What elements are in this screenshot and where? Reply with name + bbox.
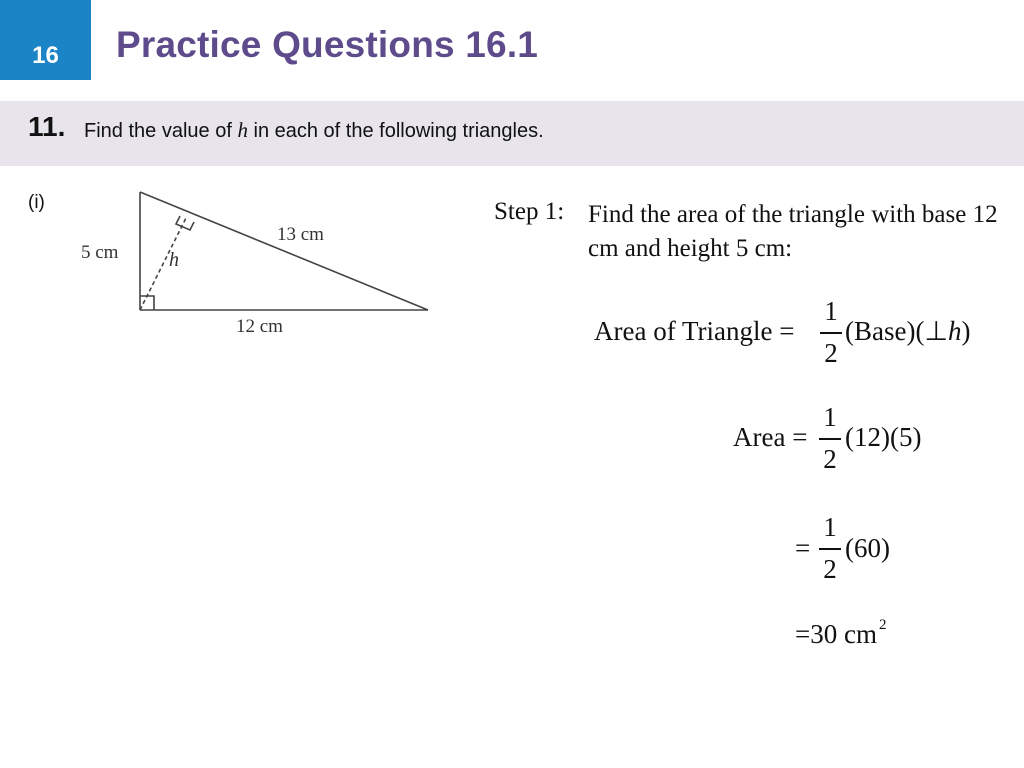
altitude-line <box>140 218 186 310</box>
right-angle-marker-base <box>140 296 154 310</box>
line1-rhs-b: ) <box>961 316 971 346</box>
line1-rhs-a: (Base)(⊥ <box>845 316 948 346</box>
line1-lhs-text: Area of Triangle <box>594 316 773 346</box>
line2-denominator: 2 <box>823 444 837 474</box>
working-line2-lhs <box>733 422 807 453</box>
question-text-after: in each of the following triangles. <box>253 120 544 142</box>
question-variable: h <box>237 118 248 142</box>
line3-equals: = <box>795 533 811 563</box>
line1-equals: = <box>779 316 795 346</box>
line4-exponent: 2 <box>878 617 887 633</box>
label-side-base: 12 cm <box>236 316 283 337</box>
right-angle-marker-foot <box>176 216 194 230</box>
step-label: Step 1: <box>494 198 565 225</box>
line4-unit: cm <box>843 619 877 649</box>
line1-denominator: 2 <box>824 338 838 368</box>
line3-denominator: 2 <box>823 554 837 584</box>
line1-numerator: 1 <box>824 296 838 326</box>
line2-numerator: 1 <box>823 402 837 432</box>
label-side-left: 5 cm <box>81 242 119 263</box>
line2-lhs-text: Area <box>733 422 786 452</box>
chapter-number: 16 <box>32 42 59 69</box>
line4-equals: = <box>795 619 811 649</box>
line3-numerator: 1 <box>823 512 837 542</box>
line2-equals: = <box>792 422 808 452</box>
label-side-hypotenuse: 13 cm <box>277 224 324 245</box>
line1-rhs-var: h <box>947 316 962 346</box>
question-text-before: Find the value of <box>84 120 232 142</box>
line3-rhs: (60) <box>845 533 890 563</box>
chapter-badge <box>0 0 91 80</box>
question-number: 11. <box>28 111 66 142</box>
page-title: Practice Questions 16.1 <box>116 24 539 65</box>
working-line1-lhs <box>594 316 794 347</box>
triangle-side-hypotenuse <box>140 192 428 310</box>
triangle-figure <box>70 180 440 350</box>
line2-rhs: (12)(5) <box>845 422 922 452</box>
part-label: (i) <box>28 192 45 213</box>
question-text <box>84 118 544 143</box>
line2-fraction-bar <box>819 438 841 440</box>
line3-fraction-bar <box>819 548 841 550</box>
working-line4 <box>795 617 886 650</box>
line4-value: 30 <box>810 619 838 649</box>
step-text: Find the area of the triangle with base 12 cm and height 5 cm: <box>588 201 998 262</box>
working-line1-rhs <box>845 316 970 347</box>
label-altitude: h <box>169 249 179 271</box>
line1-fraction-bar <box>820 332 842 334</box>
